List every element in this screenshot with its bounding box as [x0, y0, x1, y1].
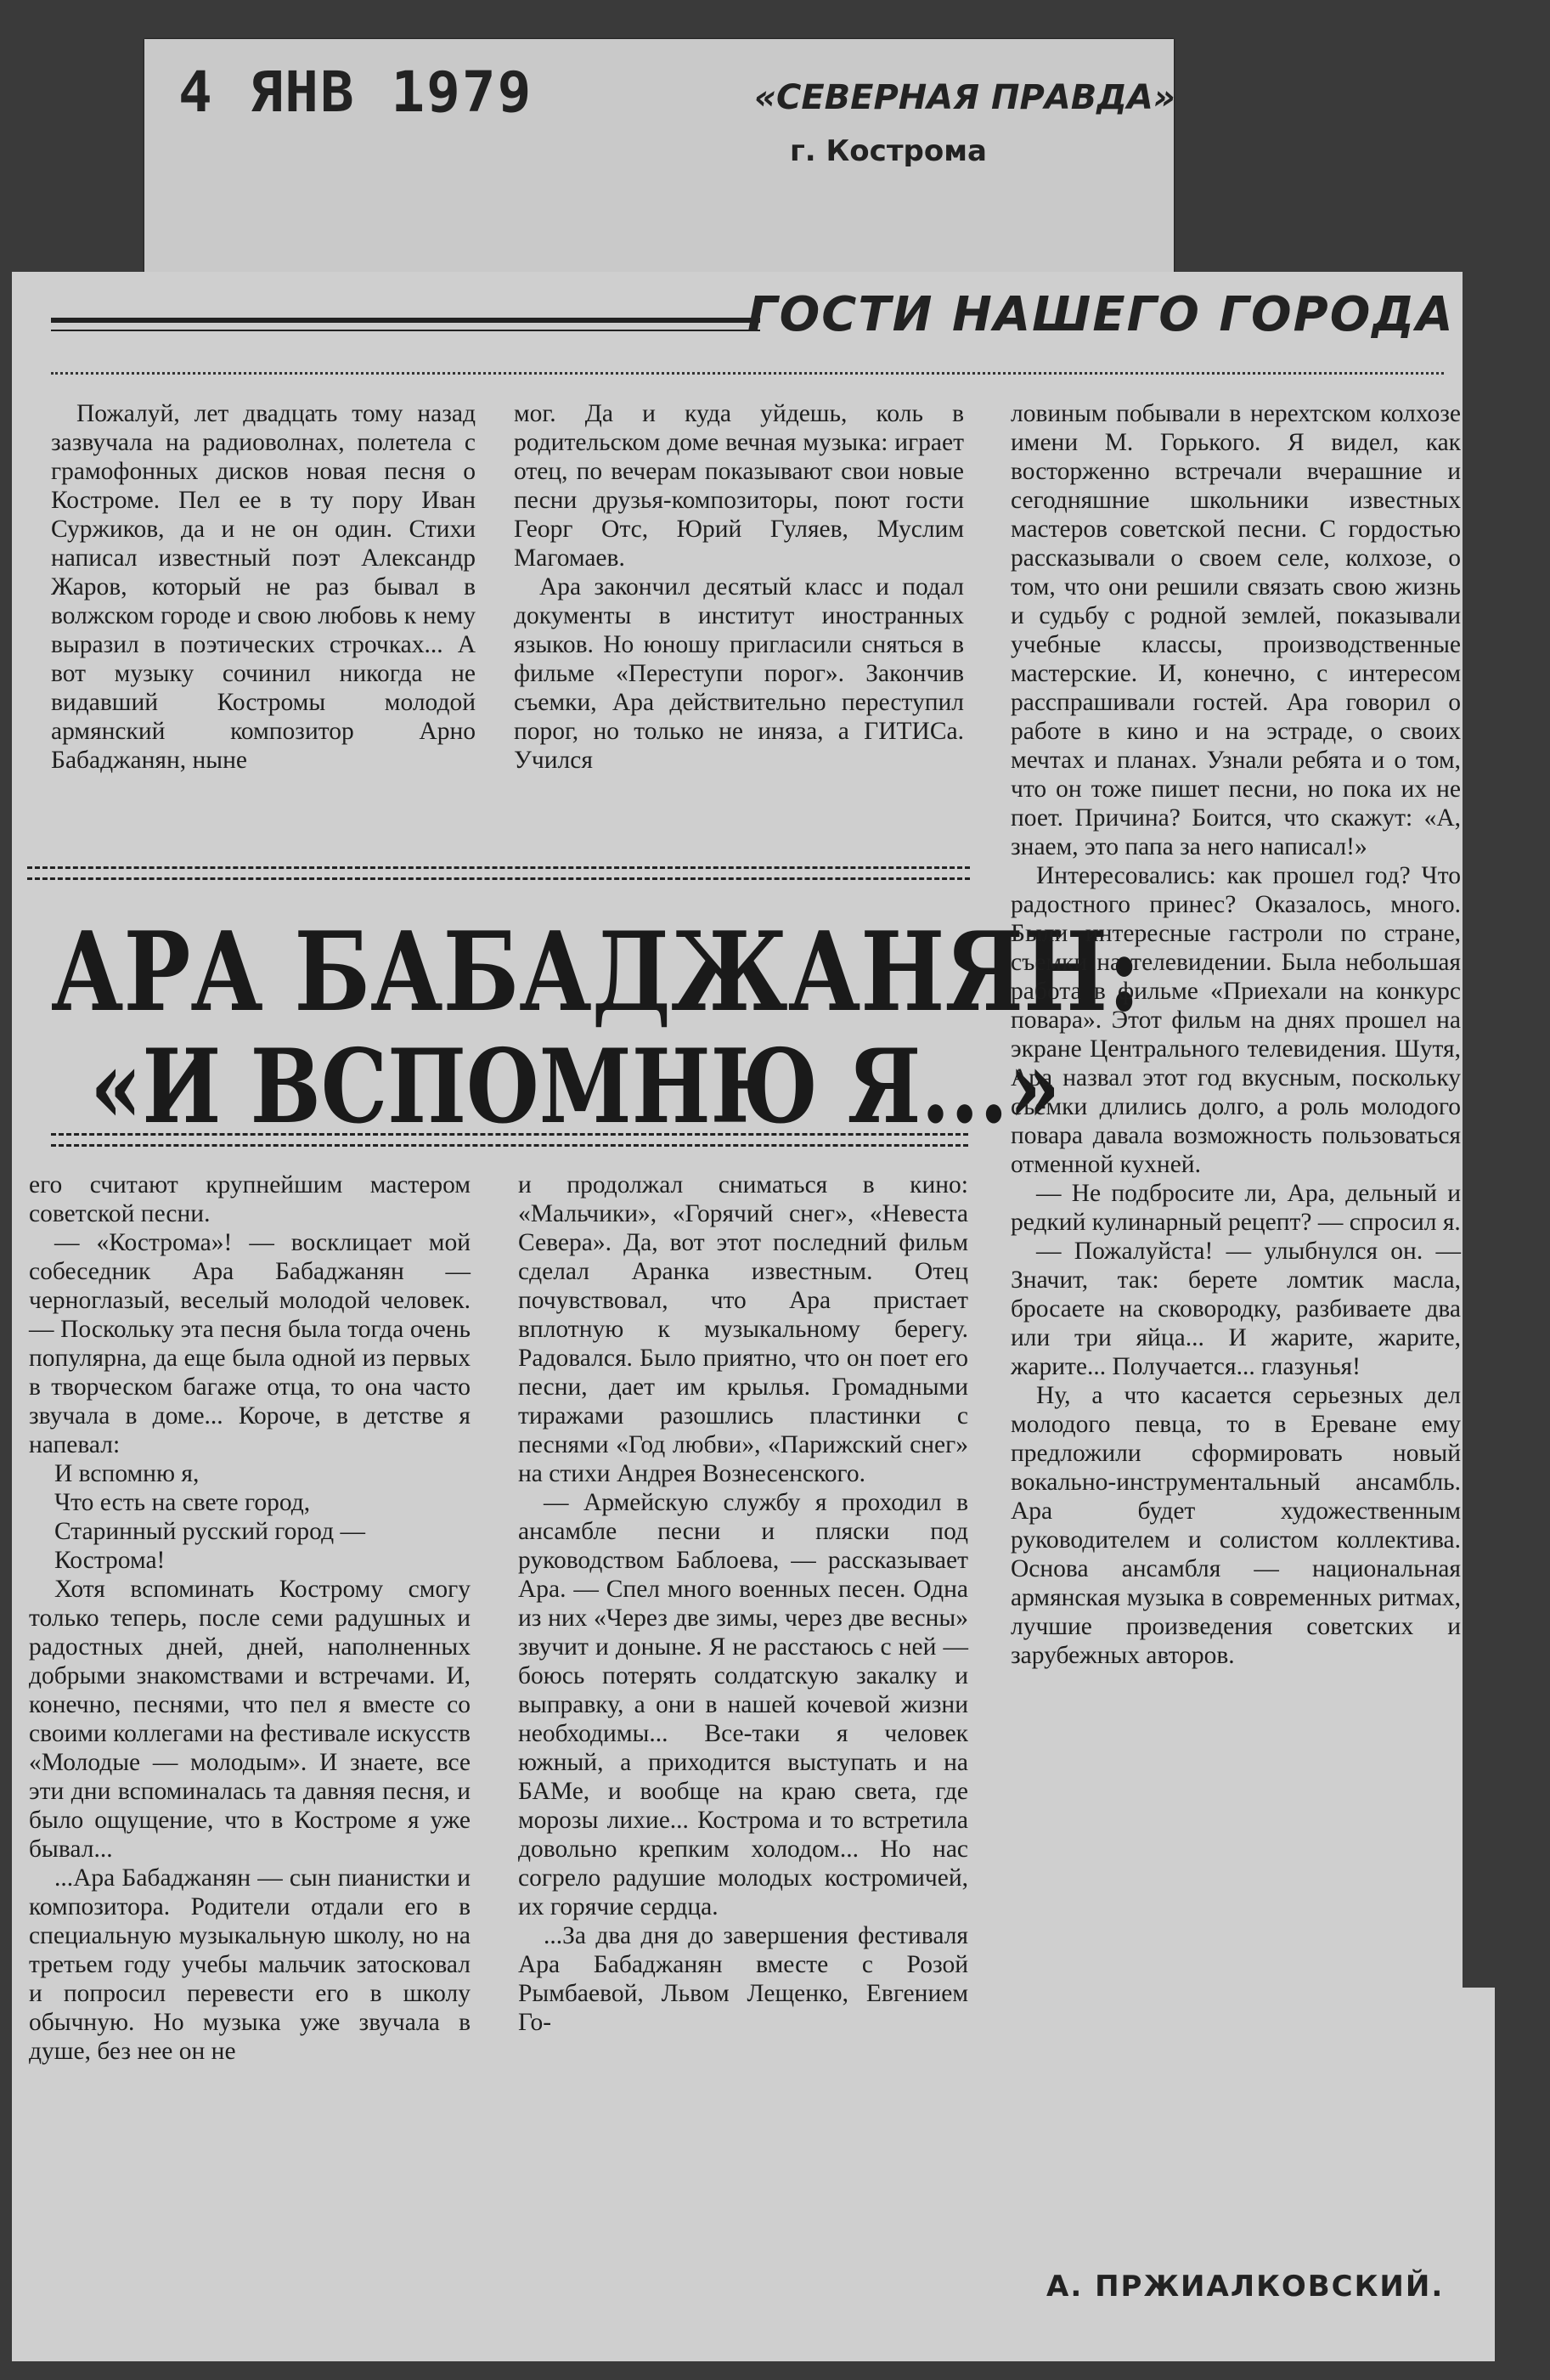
intro-col-1	[51, 399, 476, 775]
wavy-separator	[27, 866, 970, 880]
headline-line-1: АРА БАБАДЖАНЯН:	[51, 909, 1141, 1036]
paragraph: мог. Да и куда уйдешь, коль в родительском доме вечная музыка: играет отец, по вечерам показывают свои новые песни друзья-композиторы, поют гости Георг Отс, Юрий Гуляев, Муслим Магомаев.	[514, 400, 964, 572]
paragraph: ловиным побывали в нерехтском колхозе имени М. Горького. Я видел, как восторженно встречали вчерашние и сегодняшние школьники известных мастеров советской песни. С гордостью рассказывали о своем селе, колхозе, о том, что они решили связать свою жизнь и судьбу с родной землей, показывали учебные классы, производственные мастерские. И, конечно, с интересом расспрашивали гостей. Ара говорил о работе в кино и на эстраде, о своих мечтах и планах. Узнали ребята и о том, что он тоже пишет песни, но пока их не поет. Причина? Боится, что скажут: «А, знаем, это папа за него написал!»	[1011, 400, 1461, 860]
paragraph: — Армейскую службу я проходил в ансамбле песни и пляски под руководством Баблоева, — рассказывает Ара. — Спел много военных песен. Одна из них «Через две зимы, через две весны» звучит и доныне. Я не расстаюсь с ней — боюсь потерять солдатскую закалку и выправку, а они в нашей кочевой жизни необходимы... Все-таки я человек южный, а приходится выступать и на БАМе, и вообще на краю света, где морозы лихие... Кострома и то встретила довольно крепким холодом... Но нас согрело радушие молодых костромичей, их горячие сердца.	[518, 1489, 968, 1920]
stamp-newspaper: «СЕВЕРНАЯ ПРАВДА»	[754, 78, 1175, 117]
paragraph: ...За два дня до завершения фестиваля Ара Бабаджанян вместе с Розой Рымбаевой, Львом Лещенко, Евгением Го-	[518, 1922, 968, 2036]
paragraph: Интересовались: как прошел год? Что радостного принес? Оказалось, много. Были интересные гастроли по стране, съемки на телевидении. Была небольшая работа в фильме «Приехали на конкурс повара». Этот фильм на днях прошел на экране Центрального телевидения. Шутя, Ара назвал этот год вкусным, поскольку съемки длились долго, а роль молодого повара давала возможность пользоваться отменной кухней.	[1011, 862, 1461, 1178]
rubric-title: ГОСТИ НАШЕГО ГОРОДА	[747, 287, 1455, 342]
paragraph: его считают крупнейшим мастером советской песни.	[29, 1171, 471, 1227]
article-col-b	[518, 1170, 968, 2037]
article-col-c	[1011, 399, 1461, 1670]
paragraph: Пожалуй, лет двадцать тому назад зазвучала на радиоволнах, полетела с грамофонных дисков новая песня о Костроме. Пел ее в ту пору Иван Суржиков, да и не он один. Стихи написал известный поэт Александр Жаров, который не раз бывал в волжском городе и свою любовь к нему выразил в поэтических строчках... А вот музыку сочинил никогда не видавший Костромы молодой армянский композитор Арно Бабаджанян, ныне	[51, 400, 476, 774]
article-col-a	[29, 1170, 471, 2066]
paragraph: и продолжал сниматься в кино: «Мальчики», «Горячий снег», «Невеста Севера». Да, вот этот последний фильм сделал Аранка известным. Отец почувствовал, что Ара пристает вплотную к музыкальному берегу. Радовался. Было приятно, что он поет его песни, дает им крылья. Громадными тиражами разошлись пластинки с песнями «Год любви», «Парижский снег» на стихи Андрея Вознесенского.	[518, 1171, 968, 1487]
paragraph: — Не подбросите ли, Ара, дельный и редкий кулинарный рецепт? — спросил я.	[1011, 1180, 1461, 1236]
paragraph: ...Ара Бабаджанян — сын пианистки и композитора. Родители отдали его в специальную музыкальную школу, но на третьем году учебы мальчик затосковал и попросил перевести его в школу обычную. Но музыка уже звучала в душе, без нее он не	[29, 1864, 471, 2065]
rubric-rule	[51, 318, 760, 331]
paragraph: Ара закончил десятый класс и подал документы в институт иностранных языков. Но юношу пригласили сняться в фильме «Переступи порог». Закончив съемки, Ара действительно переступил порог, но только не иняза, а ГИТИСа. Учился	[514, 573, 964, 774]
author-signature: А. ПРЖИАЛКОВСКИЙ.	[1046, 2270, 1445, 2304]
dotted-separator	[51, 372, 1444, 375]
paragraph: — Пожалуйста! — улыбнулся он. — Значит, так: берете ломтик масла, бросаете на сковородку, разбиваете два или три яйца... И жарите, жарите, жарите... Получается... глазунья!	[1011, 1238, 1461, 1380]
verse-quote: И вспомню я, Что есть на свете город, Старинный русский город — Кострома!	[54, 1460, 365, 1574]
stamp-city: г. Кострома	[790, 134, 987, 168]
intro-col-2	[514, 399, 964, 775]
clipping-edge	[1444, 1988, 1495, 2361]
paragraph: Ну, а что касается серьезных дел молодого певца, то в Ереване ему предложили сформировать новый вокально-инструментальный ансамбль. Ара будет художественным руководителем и солистом коллектива. Основа ансамбля — национальная армянская музыка в современных ритмах, лучшие произведения советских и зарубежных авторов.	[1011, 1382, 1461, 1669]
headline-line-2: «И ВСПОМНЮ Я...»	[89, 1027, 1061, 1147]
paragraph: — «Кострома»! — восклицает мой собеседник Ара Бабаджанян — черноглазый, веселый молодой человек. — Поскольку эта песня была тогда очень популярна, да еще была одной из первых в творческом багаже отца, то она часто звучала в доме... Короче, в детстве я напевал:	[29, 1229, 471, 1458]
stamp-date: 4 ЯНВ 1979	[178, 59, 533, 125]
paragraph: Хотя вспоминать Кострому смогу только теперь, после семи радушных и радостных дней, дней, наполненных добрыми знакомствами и встречами. И, конечно, песнями, что пел я вместе со своими коллегами на фестивале искусств «Молодые — молодым». И знаете, все эти дни вспоминалась та давняя песня, и было ощущение, что в Костроме я уже бывал...	[29, 1576, 471, 1863]
headline	[51, 909, 1141, 1147]
wavy-separator	[51, 1133, 968, 1147]
